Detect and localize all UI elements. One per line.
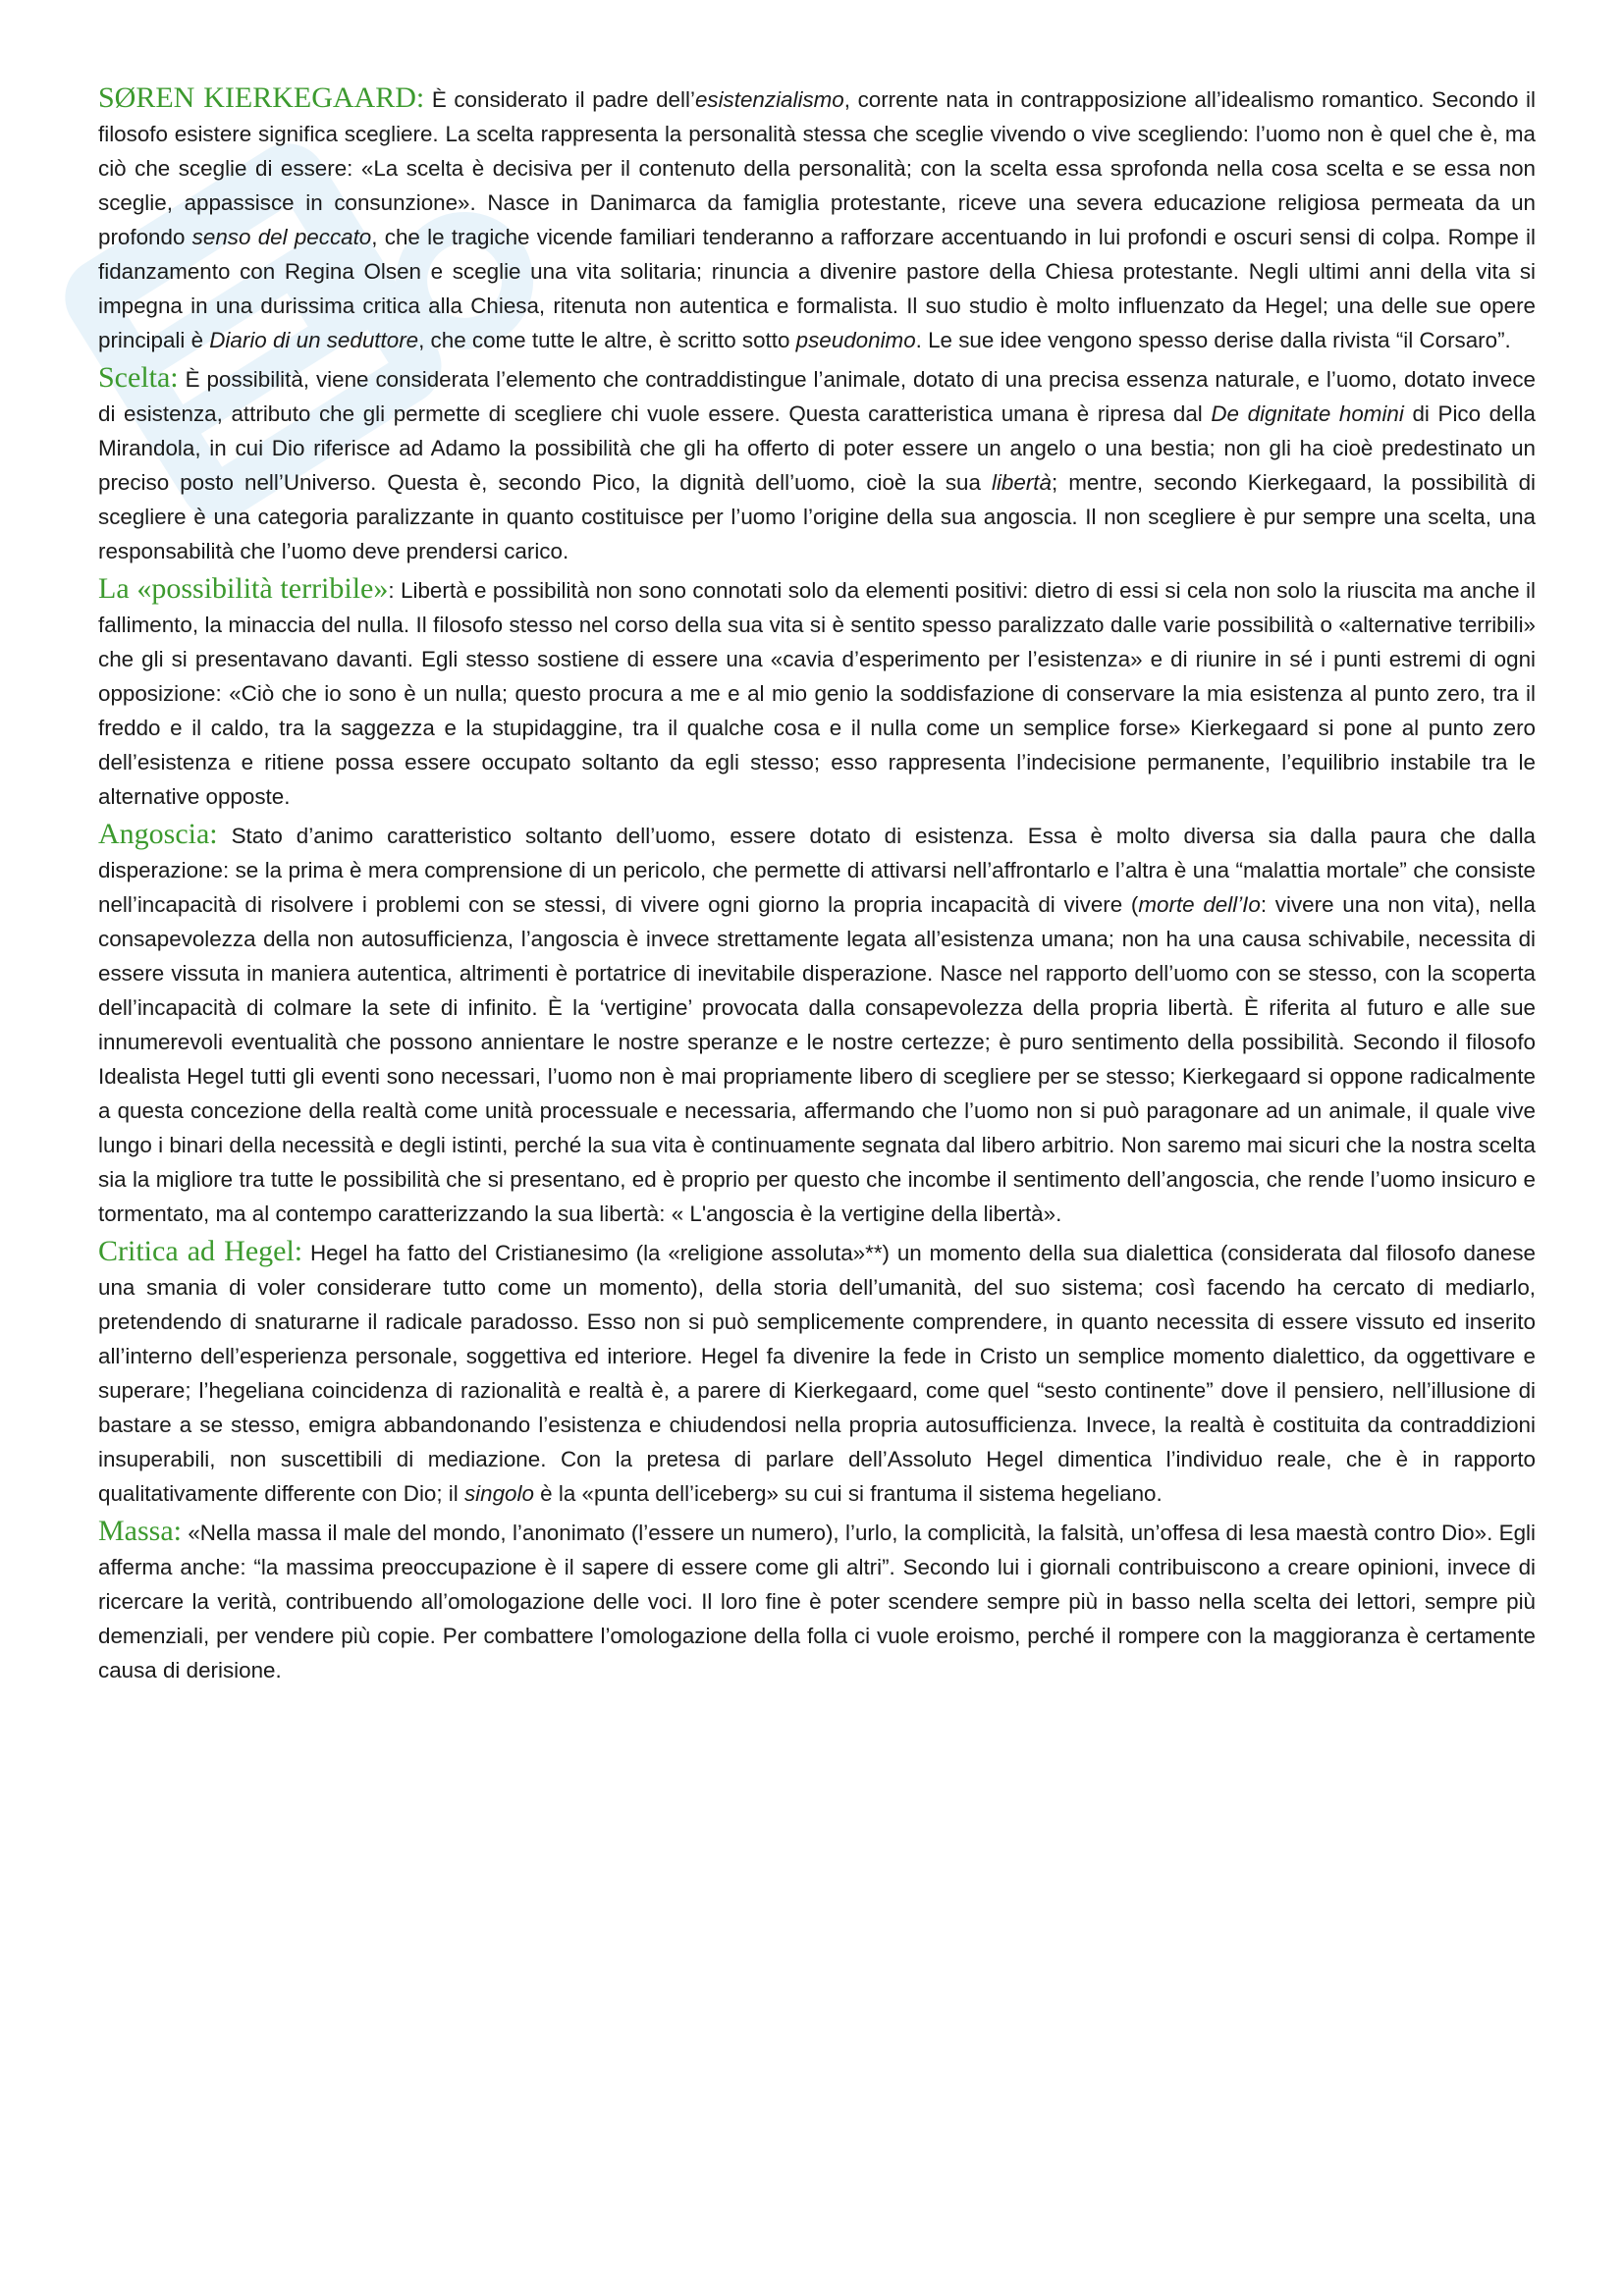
text-run: : vivere una non vita), nella consapevolezza della non autosufficienza, l’angoscia è invece strettamente legata all’esistenza umana; non ha una causa schivabile, necessita di essere vissuta in maniera autentica, altrimenti è portatrice di inevitabile disperazione. Nasce nel rapporto dell’uomo con se stesso, con la scoperta dell’incapacità di colmare la sete di infinito. È la ‘vertigine’ provocata dalla consapevolezza della propria libertà. È riferita al futuro e alle sue innumerevoli eventualità che possono annientare le nostre speranze e le nostre certezze; è puro sentimento della possibilità. Secondo il filosofo Idealista Hegel tutti gli eventi sono necessari, l’uomo non è mai propriamente libero di scegliere per se stesso; Kierkegaard si oppone radicalmente a questa concezione della realtà come unità processuale e necessaria, affermando che l’uomo non si può paragonare ad un animale, il quale vive lungo i binari della necessità e degli istinti, perché la sua vita è continuamente segnata dal libero arbitrio. Non saremo mai sicuri che la nostra scelta sia la migliore tra tutte le possibilità che si presentano, ed è proprio per questo che incombe il sentimento dell’angoscia, che rende l’uomo insicuro e tormentato, ma al contempo caratterizzando la sua libertà: « L'angoscia è la vertigine della libertà». — [98, 892, 1536, 1226]
text-run: : Libertà e possibilità non sono connotati solo da elementi positivi: dietro di essi si cela non solo la riuscita ma anche il fallimento, la minaccia del nulla. Il filosofo stesso nel corso della sua vita si è sentito spesso paralizzato dalle varie possibilità o «alternative terribili» che gli si presentavano davanti. Egli stesso sostiene di essere una «cavia d’esperimento per l’esistenza» e di riunire in sé i punti estremi di ogni opposizione: «Ciò che io sono è un nulla; questo procura a me e al mio genio la soddisfazione di conservare la mia esistenza al punto zero, tra il freddo e il caldo, tra la saggezza e la stupidaggine, tra il qualche cosa e il nulla come un semplice forse» Kierkegaard si pone al punto zero dell’esistenza e ritiene possa essere occupato soltanto da egli stesso; esso rappresenta l’indecisione permanente, l’equilibrio instabile tra le alternative opposte. — [98, 578, 1537, 809]
section-heading: Critica ad Hegel: — [98, 1235, 303, 1267]
section-heading: Scelta: — [98, 361, 179, 394]
italic-run: morte dell’Io — [1138, 892, 1261, 917]
section-paragraph — [98, 571, 1536, 814]
section-paragraph — [98, 80, 1536, 357]
italic-run: esistenzialismo — [694, 87, 844, 112]
text-run: , che come tutte le altre, è scritto sotto — [418, 328, 796, 352]
italic-run: Diario di un seduttore — [209, 328, 419, 352]
section-paragraph — [98, 360, 1536, 568]
italic-run: De dignitate homini — [1211, 401, 1404, 426]
text-run: , che le tragiche vicende familiari tenderanno a rafforzare accentuando in lui profondi e oscuri sensi di colpa. Rompe il fidanzamento con Regina Olsen e sceglie una vita solitaria; rinuncia a divenire pastore della Chiesa protestante. Negli ultimi anni della vita si impegna in una durissima critica alla Chiesa, ritenuta non autentica e formalista. Il suo studio è molto influenzato da Hegel; una delle sue opere principali è — [98, 225, 1536, 352]
italic-run: singolo — [463, 1481, 534, 1506]
text-run: è la «punta dell’iceberg» su cui si frantuma il sistema hegeliano. — [533, 1481, 1163, 1506]
section-heading: La «possibilità terribile» — [98, 572, 389, 605]
document-body — [98, 80, 1536, 1690]
section-heading: Angoscia: — [98, 818, 218, 850]
text-run: «Nella massa il male del mondo, l’anonimato (l’essere un numero), l’urlo, la complicità, la falsità, un’offesa di lesa maestà contro Dio». Egli afferma anche: “la massima preoccupazione è il sapere di essere come gli altri”. Secondo lui i giornali contribuiscono a creare opinioni, invece di ricercare la verità, contribuendo all’omologazione delle voci. Il loro fine è poter scendere sempre più in basso nella scelta dei lettori, sempre più demenziali, per vendere più copie. Per combattere l’omologazione della folla ci vuole eroismo, perché il rompere con la maggioranza è certamente causa di derisione. — [98, 1521, 1536, 1682]
text-run: . Le sue idee vengono spesso derise dalla rivista “il Corsaro”. — [915, 328, 1511, 352]
section-heading: Massa: — [98, 1515, 182, 1547]
text-run: , corrente nata in contrapposizione all’idealismo romantico. Secondo il filosofo esistere significa scegliere. La scelta rappresenta la personalità stessa che sceglie vivendo o vive scegliendo: l’uomo non è quel che è, ma ciò che sceglie di essere: «La scelta è decisiva per il contenuto della personalità; con la scelta essa sprofonda nella cosa scelta e se essa non sceglie, appassisce in consunzione». Nasce in Danimarca da famiglia protestante, riceve una severa educazione religiosa permeata da un profondo — [98, 87, 1537, 249]
text-run: ; mentre, secondo Kierkegaard, la possibilità di scegliere è una categoria paralizzante in quanto costituisce per l’uomo l’origine della sua angoscia. Il non scegliere è pur sempre una scelta, una responsabilità che l’uomo deve prendersi carico. — [98, 470, 1536, 563]
section-paragraph — [98, 1514, 1536, 1687]
section-heading: SØREN KIERKEGAARD: — [98, 81, 425, 114]
text-run: Hegel ha fatto del Cristianesimo (la «religione assoluta»**) un momento della sua dialettica (considerata dal filosofo danese una smania di voler considerare tutto come un momento), della storia dell’umanità, del suo sistema; così facendo ha cercato di mediarlo, pretendendo di snaturarne il radicale paradosso. Esso non si può semplicemente comprendere, in quanto necessita di essere vissuto ed inserito all’interno dell’esperienza personale, soggettiva ed interiore. Hegel fa divenire la fede in Cristo un semplice momento dialettico, da oggettivare e superare; l’hegeliana coincidenza di razionalità e realtà è, a parere di Kierkegaard, come quel “sesto continente” dove il pensiero, nell’illusione di bastare a se stesso, emigra abbandonando l’esistenza e chiudendosi nella propria autosufficienza. Invece, la realtà è costituita da contraddizioni insuperabili, non suscettibili di mediazione. Con la pretesa di parlare dell’Assoluto Hegel dimentica l’individuo reale, che è in rapporto qualitativamente differente con Dio; il — [98, 1241, 1536, 1506]
text-run: È considerato il padre dell’ — [424, 87, 695, 112]
italic-run: libertà — [991, 470, 1052, 495]
section-paragraph — [98, 1234, 1536, 1511]
section-paragraph — [98, 817, 1536, 1231]
text-run: Stato d’animo caratteristico soltanto dell’uomo, essere dotato di esistenza. Essa è molto diversa sia dalla paura che dalla disperazione: se la prima è mera comprensione di un pericolo, che permette di attivarsi nell’affrontarlo e l’altra è una “malattia mortale” che consiste nell’incapacità di risolvere i problemi con se stessi, di vivere ogni giorno la propria incapacità di vivere ( — [98, 824, 1536, 917]
text-run: È possibilità, viene considerata l’elemento che contraddistingue l’animale, dotato di una precisa essenza naturale, e l’uomo, dotato invece di esistenza, attributo che gli permette di scegliere chi vuole essere. Questa caratteristica umana è ripresa dal — [98, 367, 1536, 426]
italic-run: pseudonimo — [795, 328, 916, 352]
text-run: di Pico della Mirandola, in cui Dio riferisce ad Adamo la possibilità che gli ha offerto di poter essere un angelo o una bestia; non gli ha cioè predestinato un preciso posto nell’Universo. Questa è, secondo Pico, la dignità dell’uomo, cioè la sua — [98, 401, 1536, 495]
italic-run: senso del peccato — [191, 225, 372, 249]
